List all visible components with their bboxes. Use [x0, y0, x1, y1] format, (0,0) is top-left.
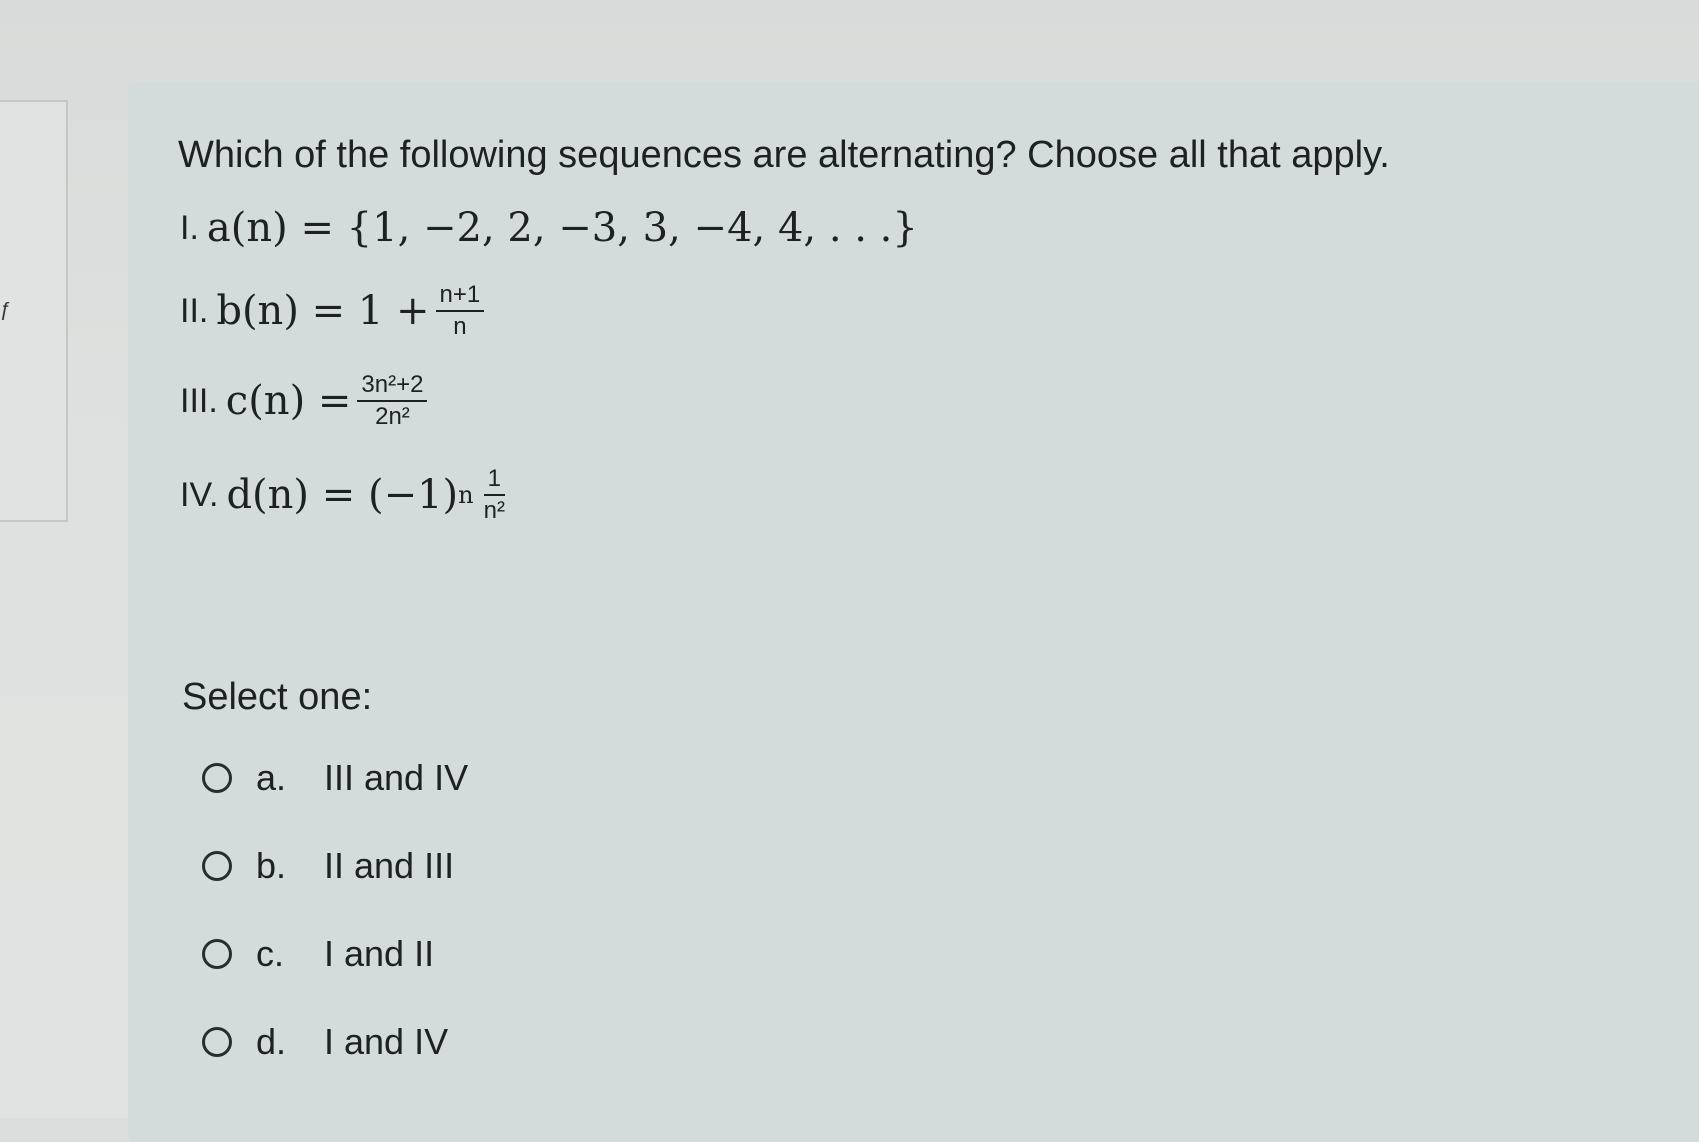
sequence-item-3	[180, 372, 433, 431]
fraction-numerator-3: 3n²+2	[357, 372, 427, 402]
sequence-lhs-4	[226, 472, 473, 518]
question-prompt: Which of the following sequences are alternating? Choose all that apply.	[178, 134, 1390, 176]
sequence-expression-1: a(n) = {1, −2, 2, −3, 3, −4, 4, . . .}	[206, 205, 918, 251]
side-panel-edge-mark: ƒ	[0, 299, 12, 321]
radio-button-c[interactable]	[202, 939, 232, 969]
sequence-roman-2: II.	[180, 291, 209, 330]
option-a[interactable]	[202, 757, 468, 799]
fraction-denominator-4: n²	[483, 497, 505, 525]
sequence-lhs-3: c(n) =	[225, 378, 352, 425]
option-text-a: III and IV	[324, 757, 469, 798]
option-d[interactable]	[202, 1021, 448, 1063]
option-text-d: I and IV	[324, 1021, 449, 1062]
sequence-exponent-4: n	[458, 481, 474, 510]
radio-button-a[interactable]	[202, 763, 232, 793]
sequence-roman-1: I.	[180, 208, 199, 247]
fraction-numerator-2: n+1	[436, 282, 485, 312]
fraction-numerator-4: 1	[484, 466, 505, 496]
sequence-item-1	[180, 205, 918, 251]
option-c[interactable]	[202, 933, 434, 975]
fraction-2	[436, 282, 485, 341]
option-letter-b: b.	[256, 845, 287, 886]
radio-button-d[interactable]	[202, 1027, 232, 1057]
option-b[interactable]	[202, 845, 454, 887]
fraction-denominator-3: 2n²	[375, 403, 410, 431]
fraction-3	[357, 372, 427, 431]
option-letter-a: a.	[256, 757, 287, 798]
sequence-roman-4: IV.	[180, 475, 219, 514]
option-letter-d: d.	[256, 1021, 287, 1062]
fraction-denominator-2: n	[453, 313, 467, 341]
select-one-label: Select one:	[182, 676, 373, 718]
sequence-lhs-text-4: d(n) = (−1)	[226, 472, 459, 519]
option-letter-c: c.	[256, 933, 285, 974]
sequence-item-4	[180, 466, 515, 525]
option-text-c: I and II	[324, 933, 435, 974]
sequence-lhs-2: b(n) = 1 +	[216, 288, 430, 335]
sequence-item-2	[180, 282, 490, 341]
fraction-4	[480, 466, 509, 525]
radio-button-b[interactable]	[202, 851, 232, 881]
sequence-roman-3: III.	[180, 381, 218, 420]
option-text-b: II and III	[324, 845, 455, 886]
